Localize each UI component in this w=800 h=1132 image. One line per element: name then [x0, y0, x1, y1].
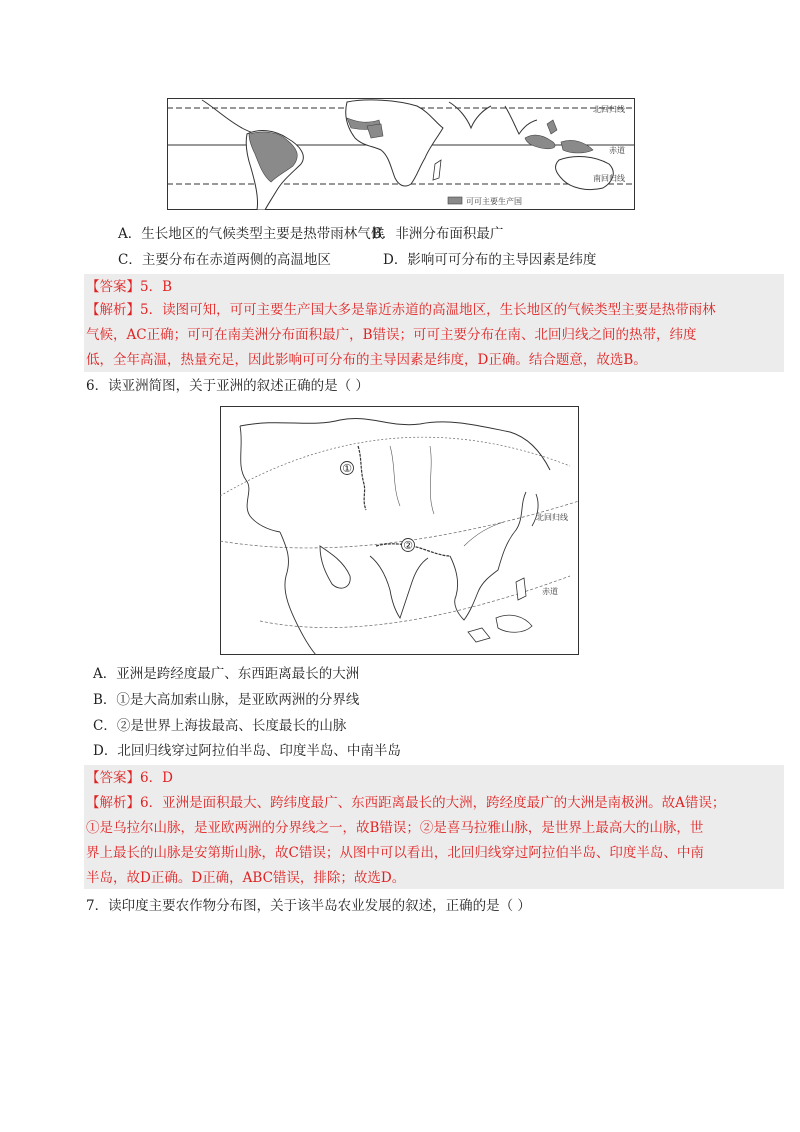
- mark-2: ②: [403, 539, 413, 552]
- q5-option-a: A．生长地区的气候类型主要是热带雨林气候: [118, 226, 385, 242]
- q6-option-c: C．②是世界上海拔最高、长度最长的山脉: [93, 718, 347, 734]
- tropic-capricorn-label: 南回归线: [593, 174, 625, 183]
- q6-option-d: D．北回归线穿过阿拉伯半岛、印度半岛、中南半岛: [93, 743, 401, 759]
- q6-answer: 【答案】6．D: [86, 770, 173, 786]
- q6-option-a: A．亚洲是跨经度最广、东西距离最长的大洲: [93, 666, 360, 682]
- equator-label-asia: 赤道: [542, 587, 558, 596]
- legend-label: 可可主要生产国: [466, 197, 522, 206]
- asia-map: [220, 406, 579, 655]
- q6-analysis-line-3: 界上最长的山脉是安第斯山脉，故C错误；从图中可以看出，北回归线穿过阿拉伯半岛、印度半岛、中南: [86, 845, 704, 861]
- q6-analysis-line-2: ①是乌拉尔山脉，是亚欧两洲的分界线之一，故B错误；②是喜马拉雅山脉，是世界上最高大的山脉，世: [86, 820, 704, 836]
- q6-analysis-line-4: 半岛，故D正确。D正确，ABC错误，排除；故选D。: [86, 870, 406, 886]
- cocoa-map: [167, 98, 635, 210]
- legend-swatch: [448, 197, 462, 204]
- equator-label: 赤道: [609, 146, 625, 155]
- q5-answer: 【答案】5．B: [86, 279, 173, 295]
- q5-analysis-line-1: 【解析】5．读图可知，可可主要生产国大多是靠近赤道的高温地区，生长地区的气候类型主要是热带雨林: [86, 302, 716, 318]
- q6-stem: 6．读亚洲简图，关于亚洲的叙述正确的是（ ）: [86, 378, 369, 394]
- q5-option-d: D．影响可可分布的主导因素是纬度: [383, 252, 597, 268]
- q6-option-b: B．①是大高加索山脉，是亚欧两洲的分界线: [93, 692, 360, 708]
- tropic-cancer-label: 北回归线: [593, 105, 625, 114]
- tropic-label: 北回归线: [536, 513, 568, 522]
- q5-option-c: C．主要分布在赤道两侧的高温地区: [118, 252, 331, 268]
- q5-option-b: B．非洲分布面积最广: [372, 226, 504, 242]
- mark-1: ①: [342, 462, 352, 475]
- q5-analysis-line-2: 气候，AC正确；可可在南美洲分布面积最广，B错误；可可主要分布在南、北回归线之间的热带，纬度: [86, 327, 697, 343]
- q7-stem: 7．读印度主要农作物分布图，关于该半岛农业发展的叙述，正确的是（ ）: [86, 898, 531, 914]
- q6-analysis-line-1: 【解析】6．亚洲是面积最大、跨纬度最广、东西距离最长的大洲，跨经度最广的大洲是南极洲。故A错误；: [86, 795, 726, 811]
- q5-analysis-line-3: 低，全年高温，热量充足，因此影响可可分布的主导因素是纬度，D正确。结合题意，故选B。: [86, 352, 647, 368]
